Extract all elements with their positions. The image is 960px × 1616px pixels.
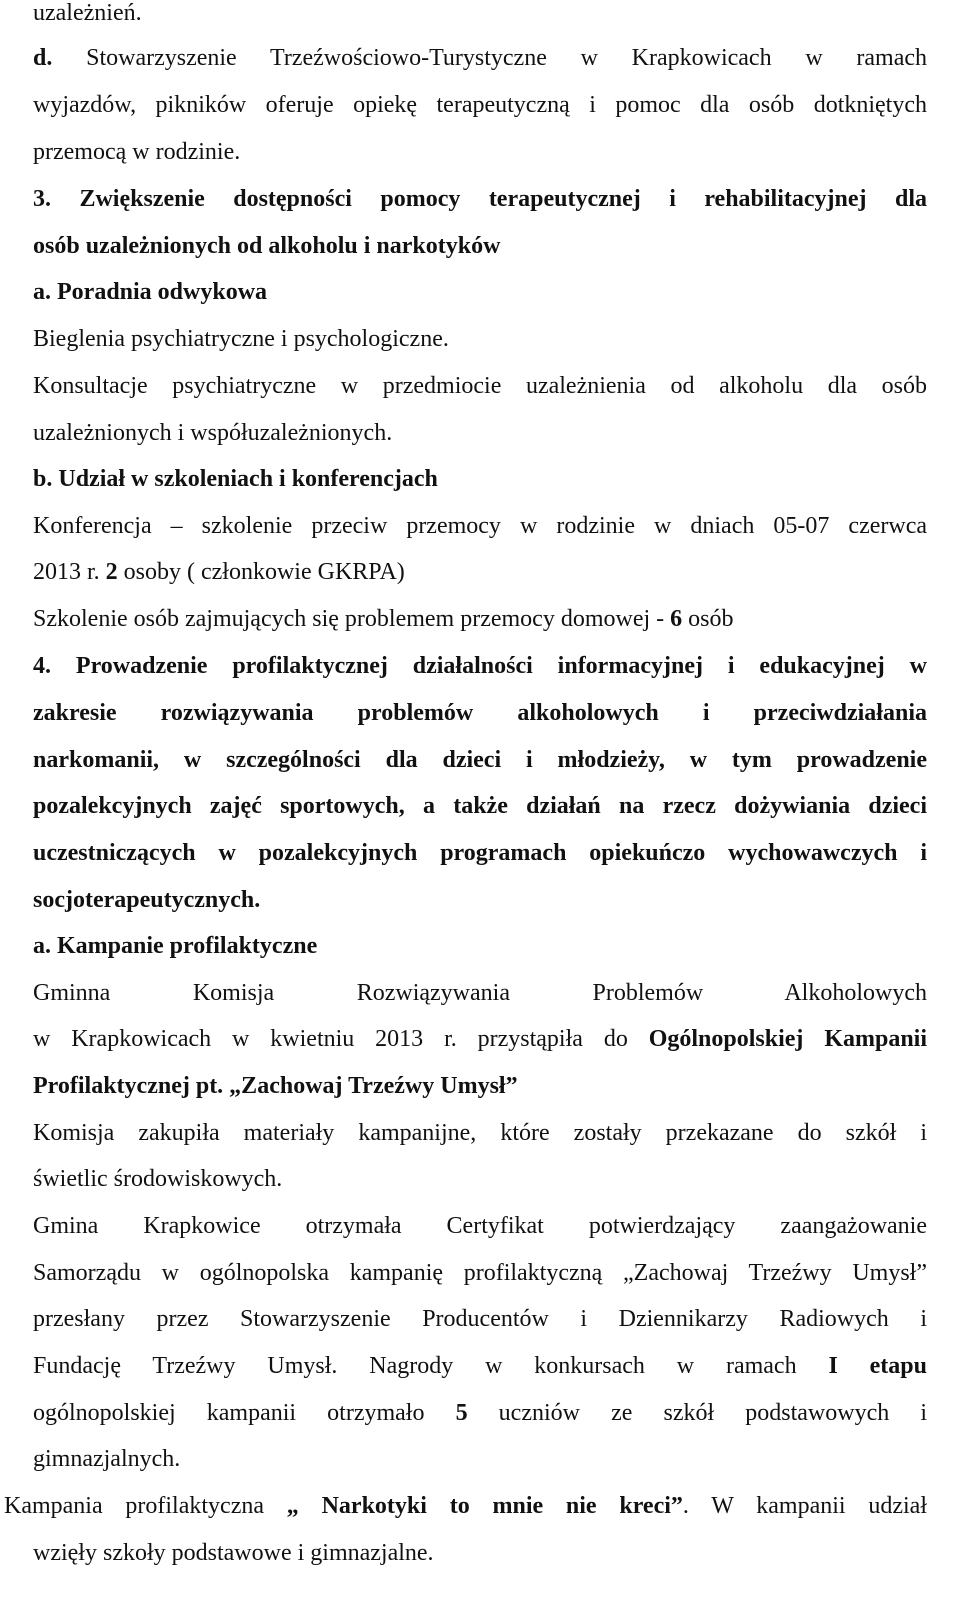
closing-campaign-name: „ Narkotyki to mnie nie kreci” [286, 1493, 683, 1519]
closing-text-pre: Kampania profilaktyczna [4, 1493, 287, 1519]
section-4a-heading-text: Kampanie profilaktyczne [57, 933, 318, 959]
section-4a-winners-count: 5 [455, 1400, 468, 1426]
section-3b-training-unit: osób [682, 606, 734, 632]
section-4-heading-line-5: uczestniczących w pozalekcyjnych programach opiekuńczo wychowawczych i [33, 840, 927, 866]
item-d-marker: d. [33, 45, 53, 71]
section-4a-p3-text-5: ogólnopolskiej kampanii otrzymało [33, 1400, 456, 1426]
continuation-text: uzależnień. [33, 0, 142, 26]
closing-text-post: . W kampanii udział [682, 1493, 928, 1519]
section-3b-training-count: 6 [670, 606, 683, 632]
section-4-heading-line-3: narkomanii, w szczególności dla dzieci i młodzieży, w tym prowadzenie [33, 747, 927, 773]
section-4-heading-line-6: socjoterapeutycznych. [33, 887, 261, 913]
section-3-heading-line-1 [33, 184, 927, 214]
section-4-heading-line-1 [33, 651, 927, 681]
section-4a-paragraph-3-line-5 [33, 1398, 927, 1428]
section-3-heading-line-2: osób uzależnionych od alkoholu i narkotyków [33, 233, 501, 259]
section-4a-paragraph-3-line-1: Gmina Krapkowice otrzymała Certyfikat potwierdzający zaangażowanie [33, 1213, 927, 1239]
section-4a-campaign-name-1: Ogólnopolskiej Kampanii [648, 1026, 928, 1052]
section-3-heading-text-1: Zwiększenie dostępności pomocy terapeutycznej i rehabilitacyjnej dla [79, 186, 927, 212]
section-4a-stage: I etapu [828, 1353, 927, 1379]
section-4-heading-text-1: Prowadzenie profilaktycznej działalności informacyjnej i edukacyjnej w [75, 653, 927, 679]
section-4a-marker: a. [33, 933, 51, 959]
section-4a-paragraph-2-line-1: Komisja zakupiła materiały kampanijne, które zostały przekazane do szkół i [33, 1120, 927, 1146]
item-d-line-2: wyjazdów, pikników oferuje opiekę terapeutyczną i pomoc dla osób dotkniętych [33, 92, 927, 118]
section-4a-paragraph-1-line-2 [33, 1024, 927, 1054]
section-3b-date: 2013 r. [33, 559, 100, 585]
closing-line-2: wzięły szkoły podstawowe i gimnazjalne. [33, 1540, 434, 1566]
section-4a-p3-text-4: Fundację Trzeźwy Umysł. Nagrody w konkursach w ramach [33, 1353, 829, 1379]
section-3a-heading-text: Poradnia odwykowa [57, 279, 268, 305]
section-4a-paragraph-3-line-3: przesłany przez Stowarzyszenie Producentów i Dziennikarzy Radiowych i [33, 1306, 927, 1332]
section-3a-paragraph-2-line-1: Konsultacje psychiatryczne w przedmiocie uzależnienia od alkoholu dla osób [33, 373, 927, 399]
section-3b-count: 2 [105, 559, 118, 585]
item-d-line-3: przemocą w rodzinie. [33, 139, 241, 165]
section-3b-paragraph-1-line-2 [33, 557, 405, 587]
section-4a-paragraph-3-line-4 [33, 1351, 927, 1381]
section-3b-heading-text: Udział w szkoleniach i konferencjach [58, 466, 438, 492]
section-4a-paragraph-3-line-6: gimnazjalnych. [33, 1446, 181, 1472]
section-3a-paragraph-1: Bieglenia psychiatryczne i psychologiczne. [33, 326, 449, 352]
section-3a-marker: a. [33, 279, 51, 305]
section-4-marker: 4. [33, 653, 51, 679]
section-4a-paragraph-2-line-2: świetlic środowiskowych. [33, 1166, 283, 1192]
section-3b-count-label: osoby ( członkowie GKRPA) [117, 559, 405, 585]
section-4a-heading [33, 931, 317, 961]
section-3b-marker: b. [33, 466, 53, 492]
section-4a-p3-text-5b: uczniów ze szkół podstawowych i [467, 1400, 927, 1426]
item-d-text-1: Stowarzyszenie Trzeźwościowo-Turystyczne w Krapkowicach w ramach [86, 45, 927, 71]
item-d-line-1 [33, 43, 927, 73]
section-3a-heading [33, 277, 267, 307]
section-3a-paragraph-2-line-2: uzależnionych i współuzależnionych. [33, 420, 393, 446]
section-3-marker: 3. [33, 186, 51, 212]
section-4-heading-line-2: zakresie rozwiązywania problemów alkoholowych i przeciwdziałania [33, 700, 927, 726]
section-3b-heading [33, 464, 438, 494]
section-4a-paragraph-1-line-1: Gminna Komisja Rozwiązywania Problemów Alkoholowych [33, 980, 927, 1006]
section-4a-paragraph-1-line-3: Profilaktycznej pt. „Zachowaj Trzeźwy Umysł” [33, 1073, 518, 1099]
section-3b-paragraph-1-line-1: Konferencja – szkolenie przeciw przemocy w rodzinie w dniach 05-07 czerwca [33, 513, 927, 539]
section-3b-paragraph-2 [33, 604, 733, 634]
section-3b-training-text: Szkolenie osób zajmujących się problemem przemocy domowej - [33, 606, 671, 632]
closing-line-1 [4, 1491, 927, 1521]
section-4a-p1-text: w Krapkowicach w kwietniu 2013 r. przystąpiła do [33, 1026, 649, 1052]
section-4-heading-line-4: pozalekcyjnych zajęć sportowych, a także działań na rzecz dożywiania dzieci [33, 793, 927, 819]
section-4a-paragraph-3-line-2: Samorządu w ogólnopolska kampanię profilaktyczną „Zachowaj Trzeźwy Umysł” [33, 1260, 927, 1286]
